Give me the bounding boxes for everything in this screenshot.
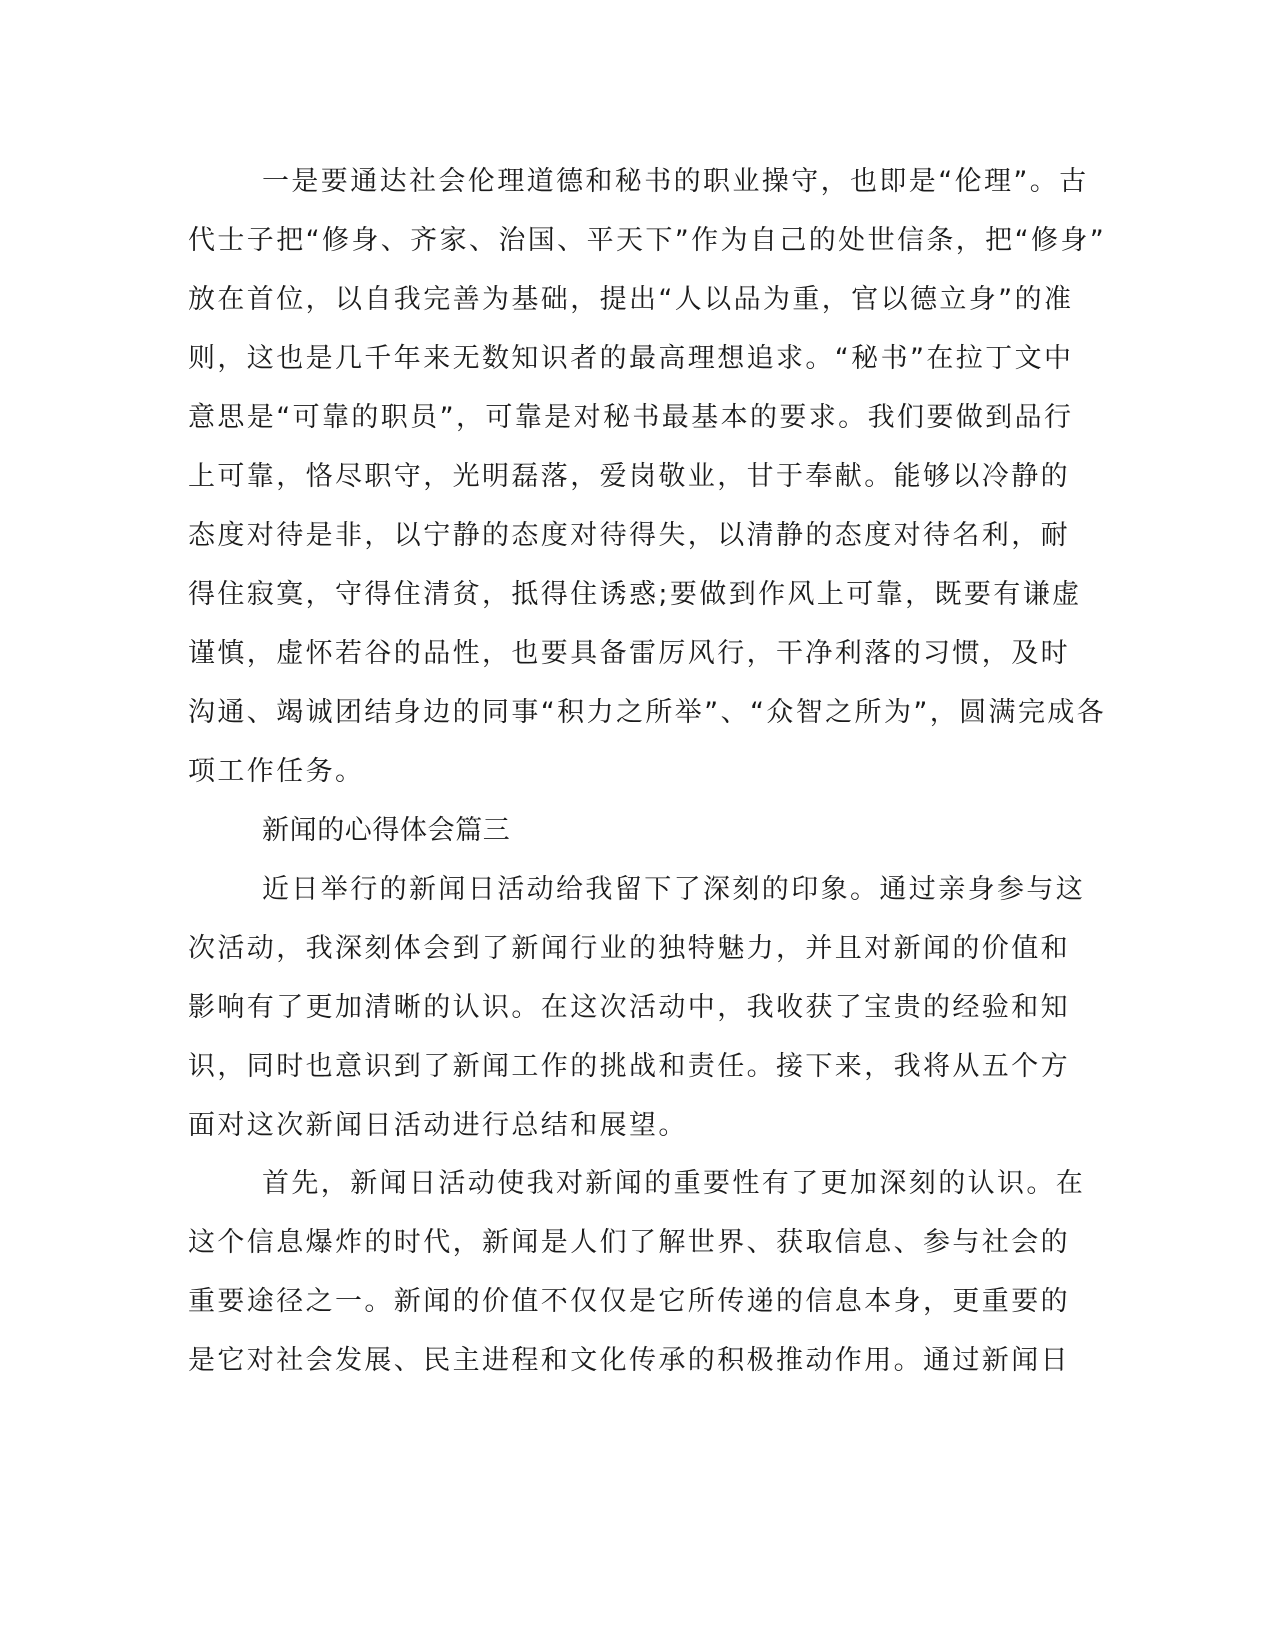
paragraph-line: 沟通、竭诚团结身边的同事“积力之所举”、“众智之所为”，圆满完成各 [188, 697, 1107, 728]
paragraph-line: 代士子把“修身、齐家、治国、平天下”作为自己的处世信条，把“修身” [188, 225, 1107, 256]
paragraph-line: 谨慎，虚怀若谷的品性，也要具备雷厉风行，干净利落的习惯，及时 [188, 638, 1070, 669]
paragraph-line: 放在首位，以自我完善为基础，提出“人以品为重，官以德立身”的准 [188, 284, 1074, 315]
paragraph-line: 项工作任务。 [188, 756, 365, 787]
paragraph-line: 得住寂寞，守得住清贫，抵得住诱惑;要做到作风上可靠，既要有谦虚 [188, 579, 1082, 610]
paragraph-line: 近日举行的新闻日活动给我留下了深刻的印象。通过亲身参与这 [262, 874, 1086, 905]
paragraph-line: 首先，新闻日活动使我对新闻的重要性有了更加深刻的认识。在 [262, 1168, 1086, 1199]
paragraph-line: 这个信息爆炸的时代，新闻是人们了解世界、获取信息、参与社会的 [188, 1227, 1070, 1258]
paragraph-line: 次活动，我深刻体会到了新闻行业的独特魅力，并且对新闻的价值和 [188, 933, 1070, 964]
section-heading: 新闻的心得体会篇三 [262, 815, 511, 846]
paragraph-line: 一是要通达社会伦理道德和秘书的职业操守，也即是“伦理”。古 [262, 166, 1089, 197]
paragraph-line: 面对这次新闻日活动进行总结和展望。 [188, 1110, 688, 1141]
paragraph-line: 影响有了更加清晰的认识。在这次活动中，我收获了宝贵的经验和知 [188, 992, 1070, 1023]
paragraph-line: 意思是“可靠的职员”，可靠是对秘书最基本的要求。我们要做到品行 [188, 402, 1074, 433]
paragraph-line: 是它对社会发展、民主进程和文化传承的积极推动作用。通过新闻日 [188, 1345, 1070, 1376]
paragraph-line: 识，同时也意识到了新闻工作的挑战和责任。接下来，我将从五个方 [188, 1051, 1070, 1082]
paragraph-line: 则，这也是几千年来无数知识者的最高理想追求。“秘书”在拉丁文中 [188, 343, 1074, 374]
paragraph-line: 态度对待是非，以宁静的态度对待得失，以清静的态度对待名利，耐 [188, 520, 1070, 551]
paragraph-line: 重要途径之一。新闻的价值不仅仅是它所传递的信息本身，更重要的 [188, 1286, 1070, 1317]
paragraph-line: 上可靠，恪尽职守，光明磊落，爱岗敬业，甘于奉献。能够以冷静的 [188, 461, 1070, 492]
